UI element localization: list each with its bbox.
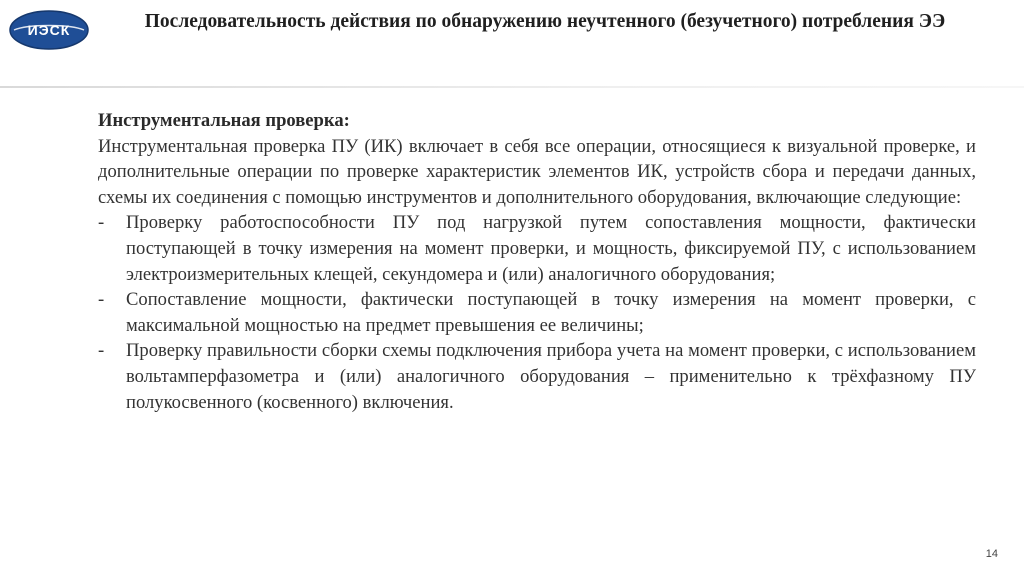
list-bullet: - — [98, 340, 105, 362]
check-list — [98, 210, 976, 415]
page-title: Последовательность действия по обнаружению неучтенного (безучетного) потребления ЭЭ — [144, 11, 946, 32]
company-logo — [8, 8, 90, 52]
list-item-text: Проверку правильности сборки схемы подключения прибора учета на момент проверки, с использованием вольтамперфазометра и (или) аналогичного оборудования – применительно к трёхфазному ПУ полукосвенного (косвенного) включения. — [126, 340, 976, 413]
svg-text:ИЭСК: ИЭСК — [27, 22, 71, 38]
intro-paragraph: Инструментальная проверка ПУ (ИК) включает в себя все операции, относящиеся к визуальной проверке, и дополнительные операции по проверке характеристик элементов ИК, устройств сбора и передачи данных, схемы их соединения с помощью инструментов и дополнительного оборудования, включающие следующие: — [98, 135, 976, 208]
header-divider — [0, 86, 1024, 88]
list-bullet: - — [98, 212, 105, 234]
section-subheading: Инструментальная проверка: — [98, 110, 350, 131]
list-item-text: Сопоставление мощности, фактически поступающей в точку измерения на момент проверки, с максимальной мощностью на предмет превышения ее величины; — [126, 289, 976, 336]
list-item-text: Проверку работоспособности ПУ под нагрузкой путем сопоставления мощности, фактически поступающей в точку измерения на момент проверки, и мощность, фиксируемой ПУ, с использованием электроизмерительных клещей, секундомера и (или) аналогичного оборудования; — [126, 212, 976, 285]
slide-header — [0, 0, 1024, 88]
list-bullet: - — [98, 289, 105, 311]
main-content — [98, 108, 976, 415]
list-item — [98, 338, 976, 415]
list-item — [98, 210, 976, 287]
list-item — [98, 287, 976, 338]
page-number: 14 — [985, 548, 998, 560]
